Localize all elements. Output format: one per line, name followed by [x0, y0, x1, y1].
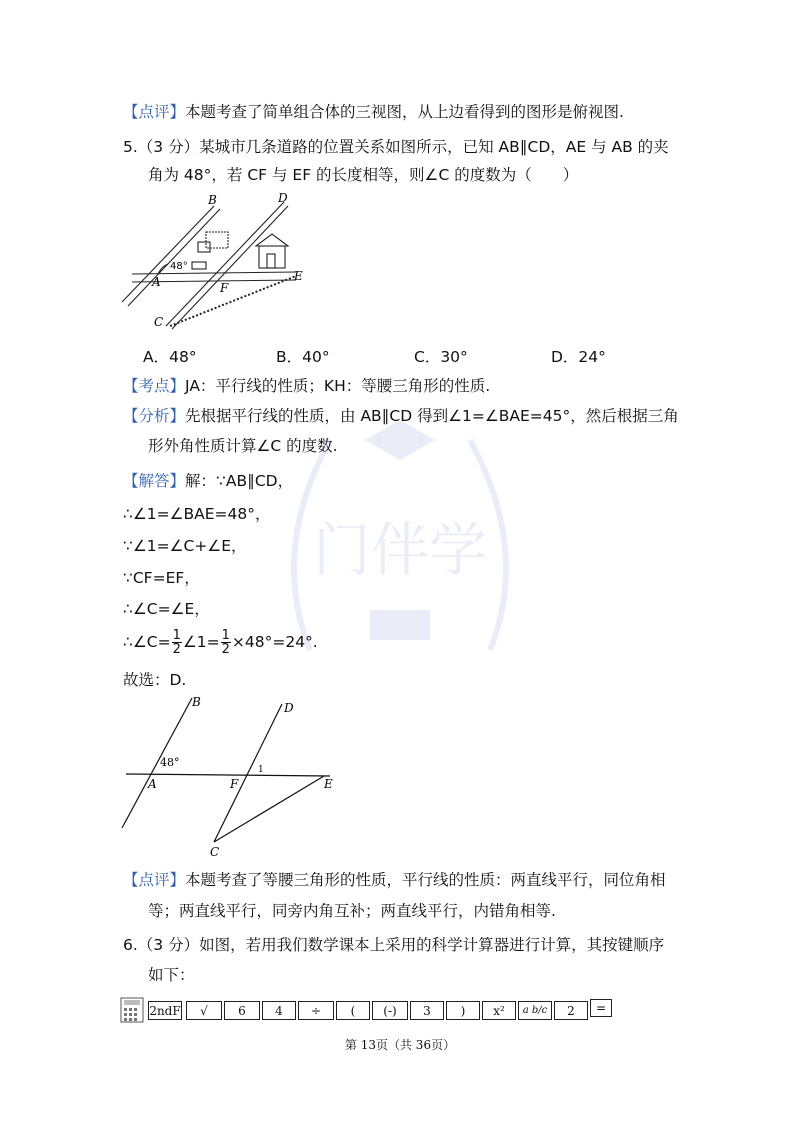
fig1-label-C: C — [154, 315, 164, 329]
key-2: 2 — [554, 1001, 588, 1020]
fraction-half-2 — [221, 629, 231, 656]
fig1-label-E: E — [294, 269, 303, 283]
step-5-a: ∴∠C= — [123, 633, 171, 651]
key-2ndf: 2ndF — [148, 1001, 182, 1020]
review-1 — [123, 102, 624, 122]
key-equals: = — [590, 999, 612, 1017]
step-3: ∵CF=EF， — [123, 569, 200, 587]
key-close-paren: ) — [446, 1001, 480, 1020]
key-divide: ÷ — [298, 1001, 334, 1020]
review2-tag: 【点评】 — [123, 871, 186, 889]
key-3: 3 — [410, 1001, 444, 1020]
road-map-figure — [118, 192, 318, 332]
fig2-angle-label: 48° — [160, 756, 180, 769]
step-5-c: ×48°=24°. — [231, 633, 318, 651]
watermark-text: 门伴学 — [312, 516, 488, 584]
review2-line2: 等；两直线平行，同旁内角互补；两直线平行，内错角相等. — [148, 902, 556, 920]
step-5 — [123, 627, 318, 657]
key-6: 6 — [224, 1001, 260, 1020]
step-1: ∴∠1=∠BAE=48°， — [123, 505, 271, 523]
kaodian-tag: 【考点】 — [123, 377, 186, 395]
frac-num: 1 — [172, 628, 181, 643]
page-footer: 第 13页（共 36页） — [344, 1038, 456, 1052]
fig2-label-E: E — [324, 777, 333, 791]
step-5-b: ∠1= — [182, 633, 220, 651]
fig1-label-A: A — [152, 275, 161, 289]
option-c: C．30° — [414, 348, 468, 366]
jieda — [123, 471, 293, 491]
step-2: ∵∠1=∠C+∠E， — [123, 537, 247, 555]
fig2-label-F: F — [230, 777, 239, 791]
answer: 故选：D. — [123, 671, 187, 689]
fig1-label-F: F — [220, 281, 229, 295]
key-fraction: a b/c — [518, 1001, 552, 1020]
fenxi-tag: 【分析】 — [123, 407, 186, 425]
frac-den: 2 — [172, 642, 181, 657]
frac-den-2: 2 — [221, 642, 230, 657]
review2-line1: 本题考查了等腰三角形的性质，平行线的性质：两直线平行，同位角相 — [185, 871, 666, 889]
jieda-text: 解：∵AB∥CD， — [185, 472, 294, 490]
q6-line1: 6.（3 分）如图，若用我们数学课本上采用的科学计算器进行计算，其按键顺序 — [123, 936, 665, 954]
fig1-label-D: D — [278, 192, 288, 205]
key-negative: (-) — [372, 1001, 408, 1020]
fig2-label-C: C — [210, 845, 220, 859]
review-text: 本题考查了简单组合体的三视图，从上边看得到的图形是俯视图. — [185, 103, 624, 121]
calculator-icon — [120, 997, 146, 1024]
key-4: 4 — [262, 1001, 296, 1020]
fenxi — [123, 406, 679, 426]
fig1-angle-label: 48° — [170, 261, 188, 272]
fig2-label-D: D — [284, 701, 294, 715]
option-a: A．48° — [143, 348, 197, 366]
key-sqrt: √ — [186, 1001, 222, 1020]
fig2-angle-1-label: 1 — [258, 765, 264, 775]
kaodian — [123, 376, 490, 396]
fenxi-line2: 形外角性质计算∠C 的度数. — [148, 437, 338, 455]
review-2 — [123, 870, 666, 890]
frac-num-2: 1 — [221, 628, 230, 643]
step-4: ∴∠C=∠E， — [123, 600, 210, 618]
option-d: D．24° — [551, 348, 606, 366]
q6-line2: 如下： — [148, 966, 195, 984]
fenxi-line1: 先根据平行线的性质，由 AB∥CD 得到∠1=∠BAE=45°，然后根据三角 — [185, 407, 679, 425]
key-square: x² — [482, 1001, 516, 1020]
review-tag: 【点评】 — [123, 103, 186, 121]
key-open-paren: ( — [336, 1001, 370, 1020]
q5-line2: 角为 48°，若 CF 与 EF 的长度相等，则∠C 的度数为（ ） — [148, 166, 579, 184]
jieda-tag: 【解答】 — [123, 472, 186, 490]
fig2-label-B: B — [192, 695, 201, 709]
fig1-label-B: B — [208, 193, 217, 207]
q5-line1: 5.（3 分）某城市几条道路的位置关系如图所示，已知 AB∥CD，AE 与 AB 的夹 — [123, 138, 669, 156]
fig2-label-A: A — [148, 777, 157, 791]
option-b: B．40° — [276, 348, 330, 366]
kaodian-text: JA：平行线的性质；KH：等腰三角形的性质. — [185, 377, 491, 395]
geometry-figure — [118, 694, 348, 860]
calculator-key-sequence — [120, 995, 620, 1025]
fraction-half-1 — [172, 629, 182, 656]
